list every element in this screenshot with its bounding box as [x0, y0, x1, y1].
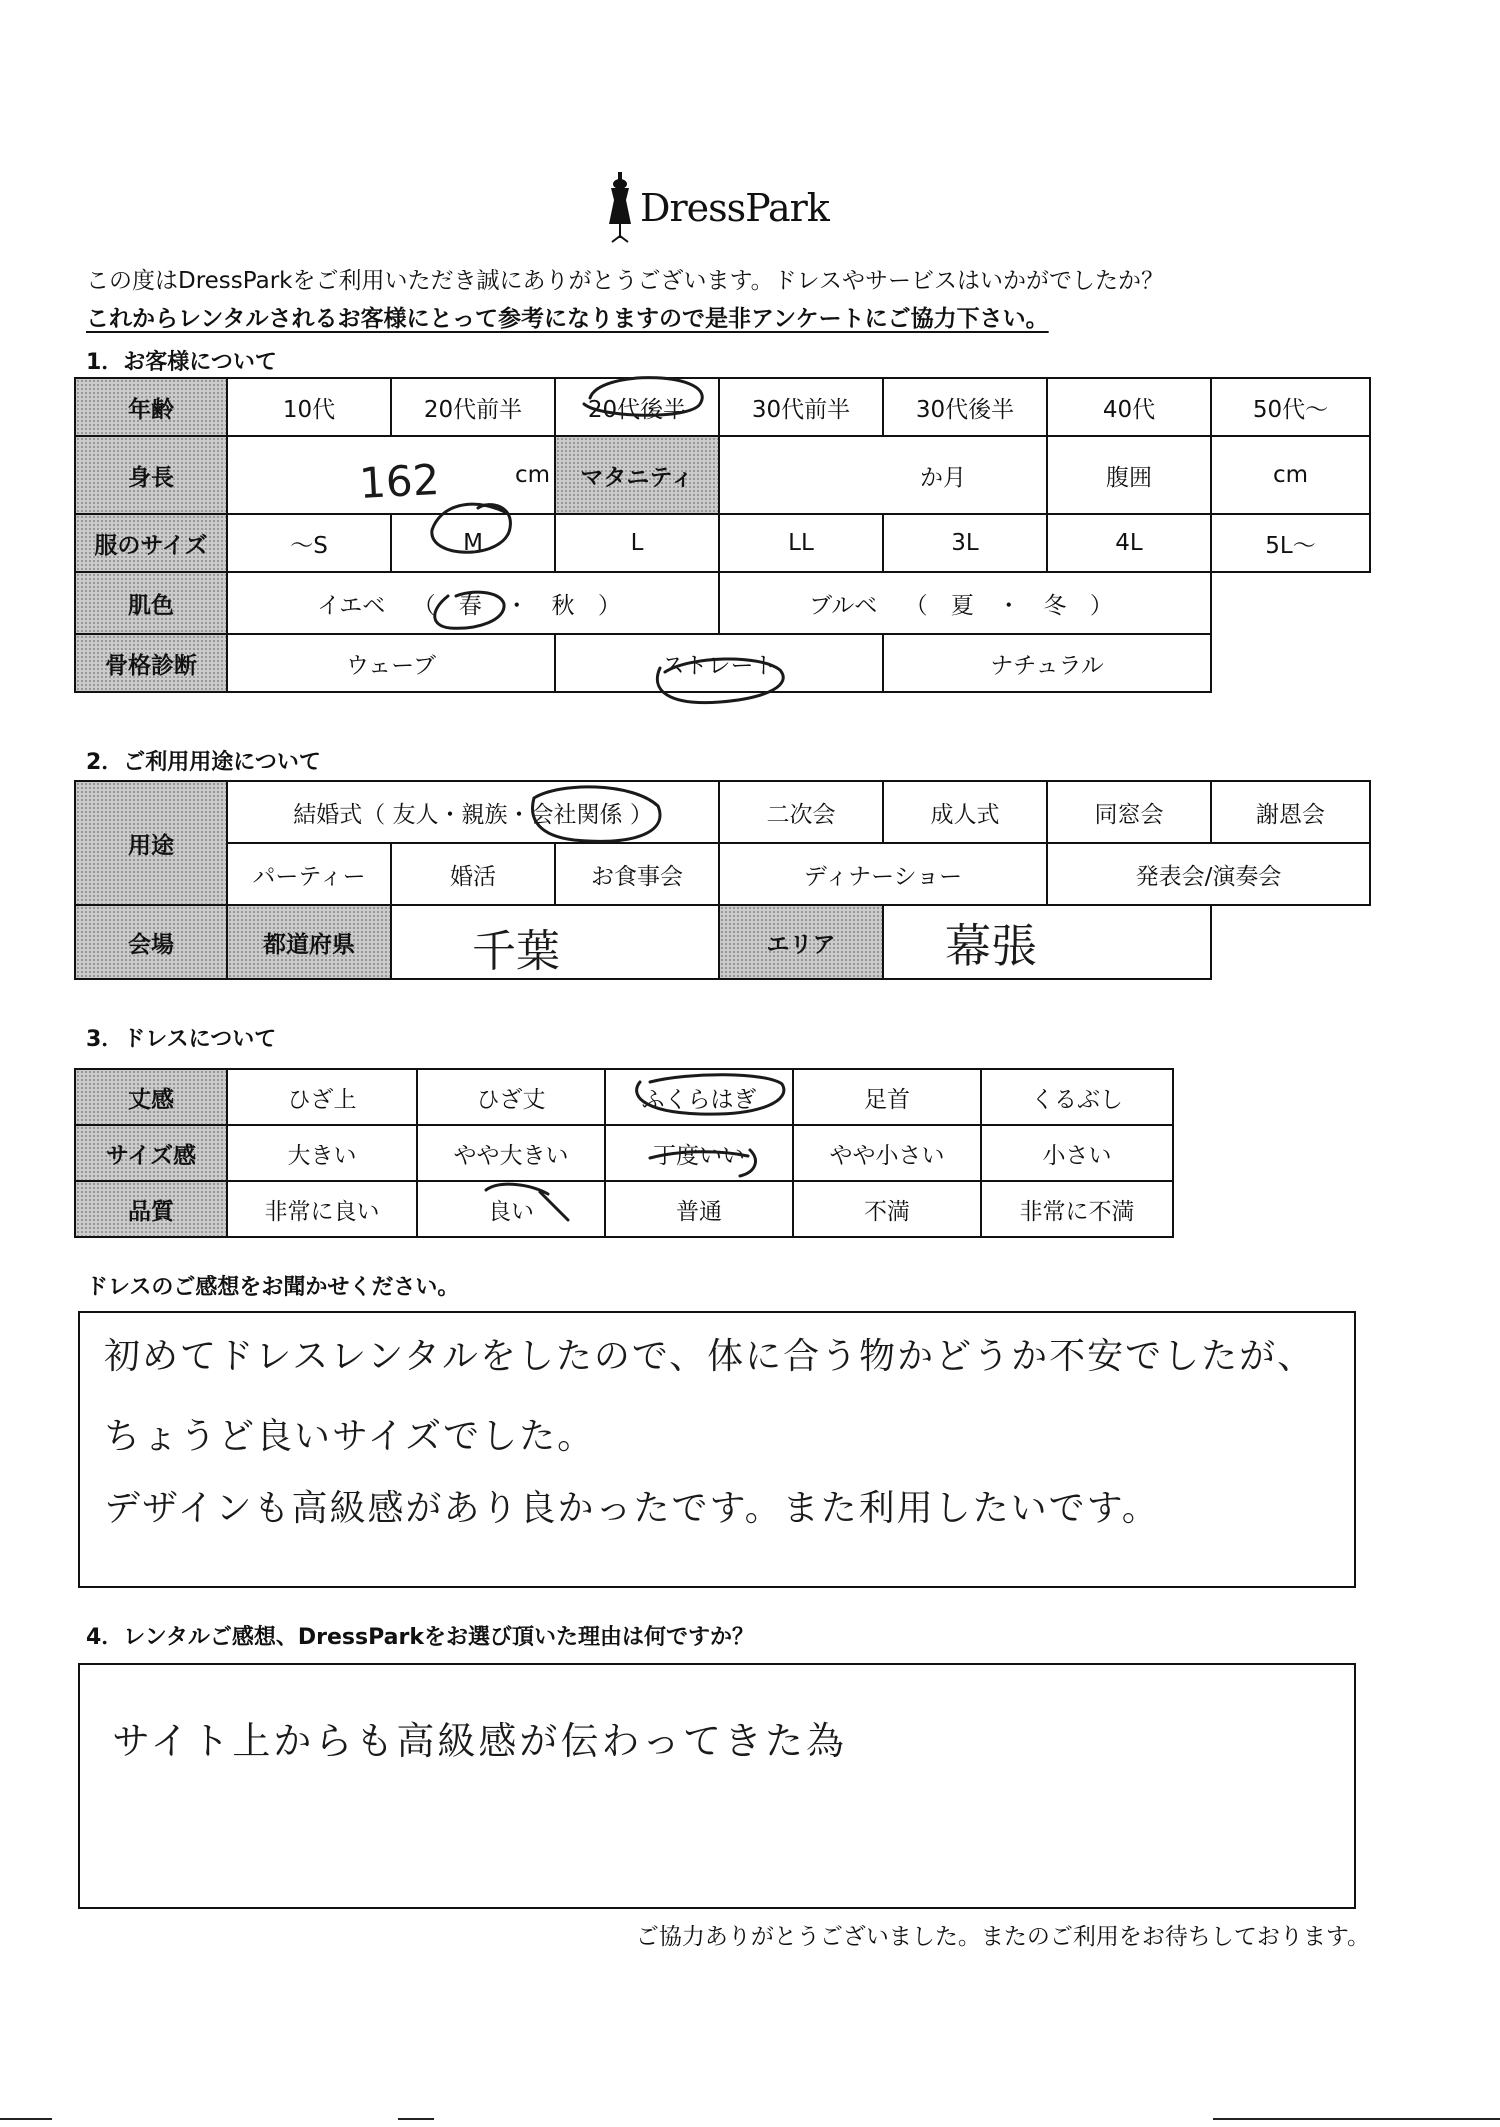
fit-row [75, 1125, 1173, 1181]
dress-comment-box[interactable] [78, 1311, 1356, 1588]
skeleton-row [75, 634, 1370, 692]
fit-option[interactable]: やや大きい [417, 1125, 605, 1181]
skin-yellow-option[interactable] [227, 572, 719, 634]
purpose-option[interactable]: ディナーショー [719, 843, 1047, 905]
quality-row [75, 1181, 1173, 1237]
age-option-selected[interactable]: 20代後半 [555, 378, 719, 436]
age-option[interactable]: 10代 [227, 378, 391, 436]
purpose-option[interactable]: パーティー [227, 843, 391, 905]
size-option[interactable]: 5L～ [1211, 514, 1370, 572]
length-option[interactable]: ひざ丈 [417, 1069, 605, 1125]
skeleton-label: 骨格診断 [75, 634, 227, 692]
age-option[interactable]: 30代前半 [719, 378, 883, 436]
quality-option[interactable]: 普通 [605, 1181, 793, 1237]
purpose-row-2 [75, 843, 1370, 905]
intro-line-1: この度はDressParkをご利用いただき誠にありがとうございます。ドレスやサービスはいかがでしたか？ [86, 268, 1164, 294]
quality-option[interactable]: 非常に良い [227, 1181, 417, 1237]
size-label: 服のサイズ [75, 514, 227, 572]
scan-edge-left [0, 2118, 52, 2120]
purpose-option[interactable]: 発表会/演奏会 [1047, 843, 1370, 905]
maternity-label: マタニティ [555, 436, 719, 514]
customer-table [74, 377, 1371, 693]
prefecture-value: 千葉 [472, 926, 560, 977]
section3-heading: 3．ドレスについて [86, 1027, 277, 1052]
logo-text: DressPark [640, 186, 829, 230]
reason-box[interactable] [78, 1663, 1356, 1909]
purpose-wedding[interactable]: 結婚式（ 友人・親族・会社関係 ） [227, 781, 719, 843]
size-option[interactable]: LL [719, 514, 883, 572]
venue-label: 会場 [75, 905, 227, 979]
purpose-option[interactable]: お食事会 [555, 843, 719, 905]
length-row [75, 1069, 1173, 1125]
purpose-option[interactable]: 成人式 [883, 781, 1047, 843]
fit-option[interactable]: やや小さい [793, 1125, 981, 1181]
skeleton-blank [1211, 634, 1370, 692]
age-option[interactable]: 50代～ [1211, 378, 1370, 436]
scan-edge-mid [398, 2118, 434, 2120]
prefecture-field[interactable] [391, 905, 719, 979]
height-value: 162 [357, 454, 441, 508]
skin-yellow-seasons: （ 春 ・ 秋 ） [412, 592, 629, 619]
area-value: 幕張 [945, 919, 1037, 973]
skin-blue-label: ブルベ [809, 592, 878, 619]
height-unit: cm [514, 462, 550, 488]
age-label: 年齢 [75, 378, 227, 436]
venue-blank [1211, 905, 1370, 979]
size-row [75, 514, 1370, 572]
purpose-row-1 [75, 781, 1370, 843]
skin-blue-seasons: （ 夏 ・ 冬 ） [904, 592, 1121, 619]
dress-table [74, 1068, 1174, 1238]
fit-option[interactable]: 小さい [981, 1125, 1173, 1181]
area-label: エリア [719, 905, 883, 979]
prefecture-label: 都道府県 [227, 905, 391, 979]
quality-option-selected[interactable]: 良い [417, 1181, 605, 1237]
dress-comment-prompt: ドレスのご感想をお聞かせください。 [86, 1275, 460, 1300]
skin-yellow-label: イエベ [317, 592, 386, 619]
length-option[interactable]: くるぶし [981, 1069, 1173, 1125]
intro-line-2: これからレンタルされるお客様にとって参考になりますので是非アンケートにご協力下さい。 [86, 306, 1049, 332]
section4-heading: 4．レンタルご感想、DressParkをお選び頂いた理由は何ですか？ [86, 1625, 754, 1650]
dress-comment-line-2: ちょうど良いサイズでした。 [104, 1416, 596, 1457]
fit-label: サイズ感 [75, 1125, 227, 1181]
purpose-table [74, 780, 1371, 980]
size-option[interactable]: L [555, 514, 719, 572]
size-option[interactable]: 3L [883, 514, 1047, 572]
age-row [75, 378, 1370, 436]
dress-comment-line-3: デザインも高級感があり良かったです。また利用したいです。 [104, 1488, 1160, 1529]
length-label: 丈感 [75, 1069, 227, 1125]
purpose-label: 用途 [75, 781, 227, 905]
skeleton-option[interactable]: ナチュラル [883, 634, 1211, 692]
length-option[interactable]: 足首 [793, 1069, 981, 1125]
purpose-option[interactable]: 二次会 [719, 781, 883, 843]
height-field[interactable] [227, 436, 555, 514]
maternity-unit: か月 [920, 464, 966, 491]
waist-field[interactable] [1211, 436, 1370, 514]
reason-answer: サイト上からも高級感が伝わってきた為 [112, 1719, 847, 1763]
closing-message: ご協力ありがとうございました。またのご利用をお待ちしております。 [635, 1924, 1370, 1950]
size-option[interactable]: 4L [1047, 514, 1211, 572]
purpose-option[interactable]: 同窓会 [1047, 781, 1211, 843]
dresspark-logo [600, 168, 840, 248]
fit-option-selected[interactable]: 丁度いい [605, 1125, 793, 1181]
age-option[interactable]: 20代前半 [391, 378, 555, 436]
area-field[interactable] [883, 905, 1211, 979]
skeleton-option-selected[interactable]: ストレート [555, 634, 883, 692]
quality-label: 品質 [75, 1181, 227, 1237]
purpose-option[interactable]: 婚活 [391, 843, 555, 905]
age-option[interactable]: 40代 [1047, 378, 1211, 436]
skeleton-option[interactable]: ウェーブ [227, 634, 555, 692]
skin-blue-option[interactable] [719, 572, 1211, 634]
skin-row [75, 572, 1370, 634]
body-row [75, 436, 1370, 514]
section1-heading: 1．お客様について [86, 350, 277, 375]
purpose-option[interactable]: 謝恩会 [1211, 781, 1370, 843]
waist-unit: cm [1272, 462, 1309, 488]
dress-comment-line-1: 初めてドレスレンタルをしたので、体に合う物かどうか不安でしたが、 [104, 1336, 1316, 1377]
height-label: 身長 [75, 436, 227, 514]
length-option-selected[interactable]: ふくらはぎ [605, 1069, 793, 1125]
maternity-field[interactable] [719, 436, 1047, 514]
skin-blank [1211, 572, 1370, 634]
skin-label: 肌色 [75, 572, 227, 634]
size-option[interactable]: ～S [227, 514, 391, 572]
dress-form-icon [600, 168, 640, 248]
scan-edge-right [1213, 2118, 1500, 2120]
size-option-selected[interactable]: M [391, 514, 555, 572]
fit-option[interactable]: 大きい [227, 1125, 417, 1181]
length-option[interactable]: ひざ上 [227, 1069, 417, 1125]
quality-option[interactable]: 非常に不満 [981, 1181, 1173, 1237]
venue-row [75, 905, 1370, 979]
section2-heading: 2．ご利用用途について [86, 750, 321, 775]
quality-option[interactable]: 不満 [793, 1181, 981, 1237]
age-option[interactable]: 30代後半 [883, 378, 1047, 436]
waist-label: 腹囲 [1047, 436, 1211, 514]
